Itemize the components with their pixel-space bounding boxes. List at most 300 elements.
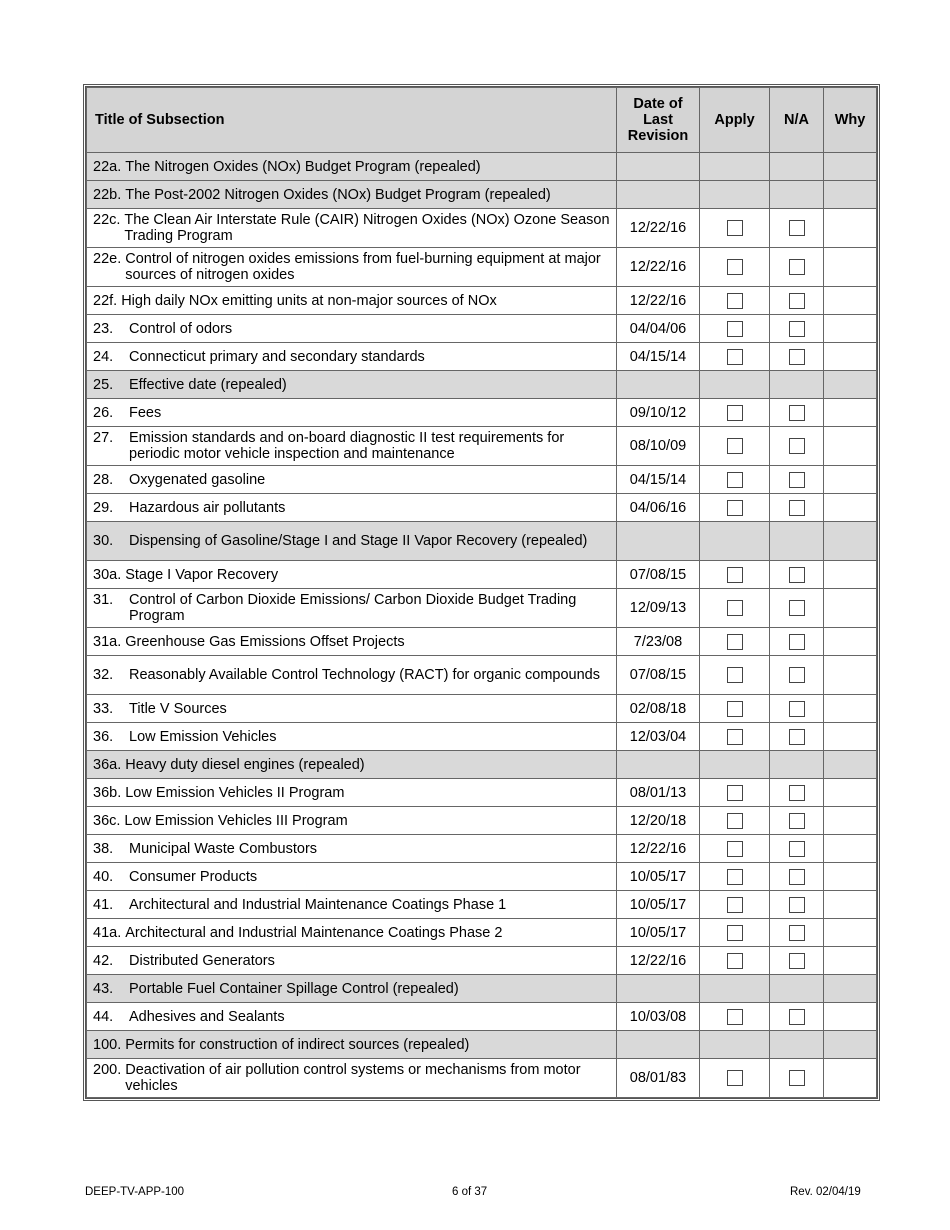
- subsection-title: Title V Sources: [129, 700, 227, 717]
- na-cell: [770, 656, 824, 695]
- subsection-number: 36a.: [93, 756, 122, 773]
- apply-cell: [700, 695, 770, 723]
- subsection-number: 22e.: [93, 251, 122, 267]
- why-cell[interactable]: [824, 779, 877, 807]
- na-cell: [770, 181, 824, 209]
- apply-checkbox[interactable]: [727, 634, 743, 650]
- subsection-title: Oxygenated gasoline: [129, 471, 266, 488]
- apply-checkbox[interactable]: [727, 293, 743, 309]
- subsection-title-cell: [87, 807, 617, 835]
- apply-cell: [700, 466, 770, 494]
- table-row: [87, 399, 877, 427]
- revision-date-cell: [617, 975, 700, 1003]
- revision-date-cell: 07/08/15: [617, 656, 700, 695]
- subsection-number: 30.: [93, 533, 114, 549]
- revision-date-cell: 12/03/04: [617, 723, 700, 751]
- apply-cell: [700, 494, 770, 522]
- header-title: Title of Subsection: [87, 88, 617, 153]
- na-cell: [770, 863, 824, 891]
- subsection-title-cell: [87, 947, 617, 975]
- apply-checkbox[interactable]: [727, 349, 743, 365]
- subsection-title-cell: [87, 343, 617, 371]
- apply-checkbox[interactable]: [727, 1009, 743, 1025]
- na-checkbox[interactable]: [789, 869, 805, 885]
- na-cell: [770, 399, 824, 427]
- apply-cell: [700, 656, 770, 695]
- revision-date-cell: 12/22/16: [617, 947, 700, 975]
- why-cell[interactable]: [824, 315, 877, 343]
- header-why: Why: [824, 88, 877, 153]
- table-row: [87, 209, 877, 248]
- why-cell[interactable]: [824, 287, 877, 315]
- table-row: [87, 975, 877, 1003]
- revision-date-cell: 12/22/16: [617, 835, 700, 863]
- subsection-title: Municipal Waste Combustors: [129, 840, 318, 857]
- table-row: [87, 695, 877, 723]
- subsection-title-cell: [87, 427, 617, 466]
- subsection-number: 43.: [93, 980, 114, 997]
- revision-date-cell: 12/20/18: [617, 807, 700, 835]
- table-row: [87, 1003, 877, 1031]
- subsection-title-cell: [87, 1059, 617, 1098]
- subsection-title: Stage I Vapor Recovery: [125, 566, 279, 583]
- why-cell[interactable]: [824, 656, 877, 695]
- apply-checkbox[interactable]: [727, 321, 743, 337]
- why-cell[interactable]: [824, 399, 877, 427]
- subsection-number: 28.: [93, 471, 114, 488]
- subsection-title: The Post-2002 Nitrogen Oxides (NOx) Budget Program (repealed): [125, 186, 551, 203]
- subsection-title-cell: [87, 181, 617, 209]
- revision-date-cell: 08/10/09: [617, 427, 700, 466]
- apply-cell: [700, 427, 770, 466]
- subsection-title: Heavy duty diesel engines (repealed): [125, 756, 365, 773]
- apply-cell: [700, 181, 770, 209]
- revision-date-cell: 04/06/16: [617, 494, 700, 522]
- subsection-number: 31a.: [93, 633, 122, 650]
- table-row: [87, 1031, 877, 1059]
- na-checkbox[interactable]: [789, 841, 805, 857]
- apply-checkbox[interactable]: [727, 438, 743, 454]
- why-cell: [824, 153, 877, 181]
- subsection-title-cell: [87, 315, 617, 343]
- na-checkbox[interactable]: [789, 220, 805, 236]
- subsection-title-cell: [87, 779, 617, 807]
- why-cell: [824, 181, 877, 209]
- subsection-number: 200.: [93, 1062, 122, 1078]
- revision-date-cell: [617, 751, 700, 779]
- apply-cell: [700, 287, 770, 315]
- subsection-number: 36b.: [93, 784, 122, 801]
- na-cell: [770, 695, 824, 723]
- table-row: [87, 522, 877, 561]
- apply-cell: [700, 589, 770, 628]
- apply-cell: [700, 343, 770, 371]
- subsection-number: 22c.: [93, 212, 121, 228]
- apply-checkbox[interactable]: [727, 869, 743, 885]
- subsection-title: Control of Carbon Dioxide Emissions/ Carbon Dioxide Budget Trading Program: [129, 592, 577, 624]
- na-cell: [770, 975, 824, 1003]
- na-checkbox[interactable]: [789, 701, 805, 717]
- subsection-title-cell: [87, 522, 617, 561]
- table-row: [87, 371, 877, 399]
- apply-cell: [700, 863, 770, 891]
- why-cell[interactable]: [824, 209, 877, 248]
- revision-date-cell: 10/05/17: [617, 863, 700, 891]
- revision-date: Rev. 02/04/19: [790, 1186, 861, 1198]
- na-cell: [770, 835, 824, 863]
- subsection-title-cell: [87, 1003, 617, 1031]
- subsection-title-cell: [87, 466, 617, 494]
- apply-cell: [700, 891, 770, 919]
- apply-checkbox[interactable]: [727, 667, 743, 683]
- table-row: [87, 1059, 877, 1098]
- subsection-number: 22a.: [93, 158, 122, 175]
- why-cell[interactable]: [824, 1003, 877, 1031]
- subsection-title: Dispensing of Gasoline/Stage I and Stage II Vapor Recovery (repealed): [129, 533, 588, 549]
- na-cell: [770, 589, 824, 628]
- apply-checkbox[interactable]: [727, 729, 743, 745]
- why-cell[interactable]: [824, 919, 877, 947]
- revision-date-cell: 12/09/13: [617, 589, 700, 628]
- table-row: [87, 343, 877, 371]
- na-checkbox[interactable]: [789, 293, 805, 309]
- apply-checkbox[interactable]: [727, 500, 743, 516]
- na-cell: [770, 466, 824, 494]
- form-id: DEEP-TV-APP-100: [85, 1186, 185, 1198]
- why-cell[interactable]: [824, 947, 877, 975]
- na-checkbox[interactable]: [789, 813, 805, 829]
- subsection-title-cell: [87, 371, 617, 399]
- na-cell: [770, 209, 824, 248]
- na-cell: [770, 628, 824, 656]
- subsection-number: 23.: [93, 320, 114, 337]
- subsection-table: [83, 84, 880, 1101]
- na-checkbox[interactable]: [789, 1009, 805, 1025]
- table-row: [87, 248, 877, 287]
- subsection-title: Emission standards and on-board diagnostic II test requirements for periodic motor vehicle inspection and maintenance: [129, 430, 565, 462]
- header-date: Date of Last Revision: [617, 88, 700, 153]
- apply-checkbox[interactable]: [727, 785, 743, 801]
- why-cell[interactable]: [824, 835, 877, 863]
- why-cell[interactable]: [824, 723, 877, 751]
- na-checkbox[interactable]: [789, 438, 805, 454]
- table-row: [87, 287, 877, 315]
- why-cell[interactable]: [824, 561, 877, 589]
- subsection-number: 31.: [93, 592, 114, 608]
- why-cell: [824, 751, 877, 779]
- table-row: [87, 947, 877, 975]
- why-cell[interactable]: [824, 589, 877, 628]
- apply-checkbox[interactable]: [727, 600, 743, 616]
- apply-cell: [700, 947, 770, 975]
- revision-date-cell: 08/01/13: [617, 779, 700, 807]
- na-cell: [770, 1031, 824, 1059]
- na-cell: [770, 371, 824, 399]
- revision-date-cell: 09/10/12: [617, 399, 700, 427]
- subsection-number: 40.: [93, 868, 114, 885]
- subsection-title: Hazardous air pollutants: [129, 499, 286, 516]
- subsection-title-cell: [87, 399, 617, 427]
- subsection-title: Distributed Generators: [129, 952, 275, 969]
- subsection-title-cell: [87, 494, 617, 522]
- revision-date-cell: 12/22/16: [617, 209, 700, 248]
- subsection-title-cell: [87, 628, 617, 656]
- na-checkbox[interactable]: [789, 405, 805, 421]
- na-cell: [770, 343, 824, 371]
- header-apply: Apply: [700, 88, 770, 153]
- apply-checkbox[interactable]: [727, 472, 743, 488]
- na-checkbox[interactable]: [789, 600, 805, 616]
- why-cell: [824, 371, 877, 399]
- subsection-title-cell: [87, 589, 617, 628]
- table-row: [87, 494, 877, 522]
- na-checkbox[interactable]: [789, 500, 805, 516]
- apply-cell: [700, 371, 770, 399]
- subsection-title: Greenhouse Gas Emissions Offset Projects: [125, 633, 405, 650]
- subsection-number: 22f.: [93, 292, 118, 309]
- apply-checkbox[interactable]: [727, 925, 743, 941]
- subsection-number: 22b.: [93, 186, 122, 203]
- na-checkbox[interactable]: [789, 321, 805, 337]
- apply-checkbox[interactable]: [727, 567, 743, 583]
- subsection-title: Low Emission Vehicles: [129, 728, 277, 745]
- na-checkbox[interactable]: [789, 259, 805, 275]
- why-cell[interactable]: [824, 427, 877, 466]
- subsection-number: 36c.: [93, 812, 121, 829]
- na-checkbox[interactable]: [789, 953, 805, 969]
- revision-date-cell: 10/05/17: [617, 919, 700, 947]
- apply-cell: [700, 209, 770, 248]
- why-cell[interactable]: [824, 494, 877, 522]
- subsection-title: Portable Fuel Container Spillage Control (repealed): [129, 980, 459, 997]
- na-checkbox[interactable]: [789, 567, 805, 583]
- subsection-title: Low Emission Vehicles III Program: [124, 812, 348, 829]
- na-cell: [770, 723, 824, 751]
- subsection-title-cell: [87, 723, 617, 751]
- table-row: [87, 589, 877, 628]
- subsection-title: The Nitrogen Oxides (NOx) Budget Program (repealed): [125, 158, 481, 175]
- why-cell[interactable]: [824, 1059, 877, 1098]
- na-cell: [770, 427, 824, 466]
- apply-cell: [700, 975, 770, 1003]
- subsection-title: Deactivation of air pollution control systems or mechanisms from motor vehicles: [125, 1062, 581, 1094]
- apply-cell: [700, 779, 770, 807]
- subsection-title: Effective date (repealed): [129, 376, 287, 393]
- na-checkbox[interactable]: [789, 925, 805, 941]
- apply-checkbox[interactable]: [727, 841, 743, 857]
- table-row: [87, 628, 877, 656]
- subsection-title-cell: [87, 561, 617, 589]
- subsection-number: 36.: [93, 728, 114, 745]
- subsection-title: Permits for construction of indirect sources (repealed): [125, 1036, 470, 1053]
- subsection-number: 24.: [93, 348, 114, 365]
- subsection-title: Architectural and Industrial Maintenance Coatings Phase 2: [125, 924, 503, 941]
- revision-date-cell: [617, 522, 700, 561]
- apply-cell: [700, 1059, 770, 1098]
- table-row: [87, 181, 877, 209]
- revision-date-cell: 08/01/83: [617, 1059, 700, 1098]
- revision-date-cell: 04/04/06: [617, 315, 700, 343]
- subsection-title-cell: [87, 751, 617, 779]
- apply-cell: [700, 919, 770, 947]
- table-row: [87, 466, 877, 494]
- apply-cell: [700, 807, 770, 835]
- why-cell: [824, 522, 877, 561]
- subsection-number: 27.: [93, 430, 114, 446]
- revision-date-cell: 7/23/08: [617, 628, 700, 656]
- subsection-title-cell: [87, 248, 617, 287]
- apply-cell: [700, 399, 770, 427]
- apply-checkbox[interactable]: [727, 1070, 743, 1086]
- table-row: [87, 751, 877, 779]
- na-cell: [770, 522, 824, 561]
- apply-checkbox[interactable]: [727, 897, 743, 913]
- na-cell: [770, 494, 824, 522]
- subsection-number: 25.: [93, 376, 114, 393]
- why-cell[interactable]: [824, 863, 877, 891]
- apply-checkbox[interactable]: [727, 405, 743, 421]
- subsection-title-cell: [87, 153, 617, 181]
- subsection-title-cell: [87, 891, 617, 919]
- apply-cell: [700, 723, 770, 751]
- na-checkbox[interactable]: [789, 897, 805, 913]
- subsection-title-cell: [87, 209, 617, 248]
- why-cell[interactable]: [824, 466, 877, 494]
- why-cell[interactable]: [824, 343, 877, 371]
- na-cell: [770, 919, 824, 947]
- apply-cell: [700, 522, 770, 561]
- na-cell: [770, 1059, 824, 1098]
- subsection-title: Fees: [129, 404, 162, 421]
- na-cell: [770, 807, 824, 835]
- na-cell: [770, 891, 824, 919]
- apply-checkbox[interactable]: [727, 220, 743, 236]
- revision-date-cell: [617, 153, 700, 181]
- subsection-title: Adhesives and Sealants: [129, 1008, 285, 1025]
- na-cell: [770, 287, 824, 315]
- na-checkbox[interactable]: [789, 472, 805, 488]
- subsection-title: Low Emission Vehicles II Program: [125, 784, 345, 801]
- subsection-title-cell: [87, 835, 617, 863]
- revision-date-cell: 04/15/14: [617, 343, 700, 371]
- apply-cell: [700, 1031, 770, 1059]
- subsection-number: 44.: [93, 1008, 114, 1025]
- apply-cell: [700, 315, 770, 343]
- table-row: [87, 891, 877, 919]
- subsection-number: 38.: [93, 840, 114, 857]
- revision-date-cell: [617, 181, 700, 209]
- table-row: [87, 153, 877, 181]
- apply-checkbox[interactable]: [727, 813, 743, 829]
- why-cell[interactable]: [824, 695, 877, 723]
- revision-date-cell: 02/08/18: [617, 695, 700, 723]
- na-checkbox[interactable]: [789, 785, 805, 801]
- table-row: [87, 315, 877, 343]
- subsection-title-cell: [87, 695, 617, 723]
- why-cell: [824, 1031, 877, 1059]
- subsection-title-cell: [87, 287, 617, 315]
- subsection-number: 41a.: [93, 924, 122, 941]
- subsection-number: 29.: [93, 499, 114, 516]
- apply-checkbox[interactable]: [727, 953, 743, 969]
- na-cell: [770, 315, 824, 343]
- subsection-number: 32.: [93, 667, 114, 683]
- subsection-title: The Clean Air Interstate Rule (CAIR) Nitrogen Oxides (NOx) Ozone Season Trading Program: [124, 212, 610, 244]
- subsection-title-cell: [87, 863, 617, 891]
- na-checkbox[interactable]: [789, 634, 805, 650]
- table-row: [87, 561, 877, 589]
- na-cell: [770, 947, 824, 975]
- apply-cell: [700, 248, 770, 287]
- apply-checkbox[interactable]: [727, 701, 743, 717]
- na-checkbox[interactable]: [789, 729, 805, 745]
- revision-date-cell: [617, 1031, 700, 1059]
- table-row: [87, 835, 877, 863]
- subsection-title: Architectural and Industrial Maintenance Coatings Phase 1: [129, 896, 507, 913]
- subsection-number: 26.: [93, 404, 114, 421]
- table-row: [87, 807, 877, 835]
- revision-date-cell: 04/15/14: [617, 466, 700, 494]
- header-na: N/A: [770, 88, 824, 153]
- na-cell: [770, 779, 824, 807]
- subsection-title: Reasonably Available Control Technology (RACT) for organic compounds: [129, 667, 600, 683]
- apply-checkbox[interactable]: [727, 259, 743, 275]
- revision-date-cell: 10/05/17: [617, 891, 700, 919]
- apply-cell: [700, 835, 770, 863]
- table-row: [87, 919, 877, 947]
- subsection-number: 100.: [93, 1036, 122, 1053]
- subsection-number: 30a.: [93, 566, 122, 583]
- subsection-title: Control of nitrogen oxides emissions from fuel-burning equipment at major sources of nitrogen oxides: [125, 251, 601, 283]
- subsection-number: 33.: [93, 700, 114, 717]
- revision-date-cell: 12/22/16: [617, 248, 700, 287]
- apply-cell: [700, 1003, 770, 1031]
- na-checkbox[interactable]: [789, 349, 805, 365]
- table-row: [87, 427, 877, 466]
- why-cell[interactable]: [824, 891, 877, 919]
- na-cell: [770, 561, 824, 589]
- revision-date-cell: 12/22/16: [617, 287, 700, 315]
- why-cell[interactable]: [824, 248, 877, 287]
- subsection-title: High daily NOx emitting units at non-major sources of NOx: [121, 292, 497, 309]
- why-cell[interactable]: [824, 807, 877, 835]
- apply-cell: [700, 153, 770, 181]
- subsection-title: Control of odors: [129, 320, 233, 337]
- table-row: [87, 656, 877, 695]
- na-cell: [770, 248, 824, 287]
- why-cell[interactable]: [824, 628, 877, 656]
- table-row: [87, 723, 877, 751]
- apply-cell: [700, 561, 770, 589]
- subsection-title-cell: [87, 919, 617, 947]
- na-checkbox[interactable]: [789, 1070, 805, 1086]
- revision-date-cell: [617, 371, 700, 399]
- subsection-title-cell: [87, 1031, 617, 1059]
- subsection-title: Consumer Products: [129, 868, 258, 885]
- na-cell: [770, 751, 824, 779]
- na-checkbox[interactable]: [789, 667, 805, 683]
- apply-cell: [700, 751, 770, 779]
- subsection-title-cell: [87, 975, 617, 1003]
- why-cell: [824, 975, 877, 1003]
- na-cell: [770, 153, 824, 181]
- subsection-title: Connecticut primary and secondary standards: [129, 348, 425, 365]
- apply-cell: [700, 628, 770, 656]
- subsection-number: 42.: [93, 952, 114, 969]
- subsection-title-cell: [87, 656, 617, 695]
- na-cell: [770, 1003, 824, 1031]
- table-row: [87, 779, 877, 807]
